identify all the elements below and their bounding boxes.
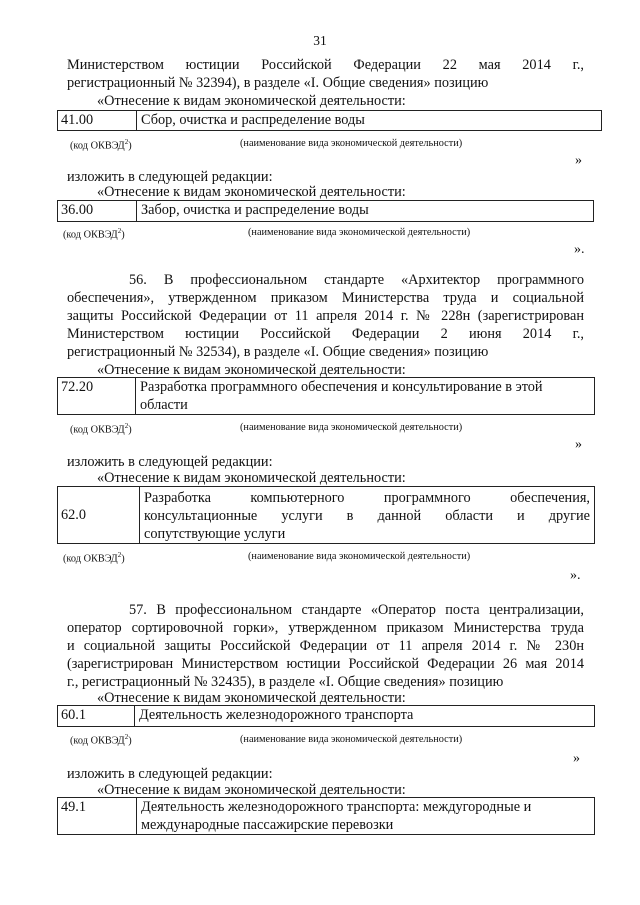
closing-quote: » <box>575 437 582 452</box>
okved-header: «Отнесение к видам экономической деятельности: <box>97 782 406 798</box>
okved-header: «Отнесение к видам экономической деятельности: <box>97 93 406 109</box>
okved-header: «Отнесение к видам экономической деятельности: <box>97 184 406 200</box>
activity-name-caption: (наименование вида экономической деятельности) <box>248 227 471 238</box>
okved-code: 36.00 <box>58 201 137 221</box>
activity-name-caption: (наименование вида экономической деятельности) <box>240 138 463 149</box>
okved-code: 41.00 <box>58 111 137 130</box>
okved-table-new-55 <box>57 200 594 222</box>
okved-activity-name: Сбор, очистка и распределение воды <box>141 112 365 128</box>
okved-code-caption: (код ОКВЭД$^2$) <box>70 422 132 436</box>
item57-line4: (зарегистрирован Министерством юстиции Российской Федерации 26 мая 2014 <box>67 656 584 672</box>
okved-table-new-56 <box>57 486 595 544</box>
restate-label: изложить в следующей редакции: <box>67 454 273 470</box>
item56-line5: регистрационный № 32534), в разделе «I. Общие сведения» позицию <box>67 344 489 360</box>
okved-code: 62.0 <box>58 487 140 543</box>
okved-header: «Отнесение к видам экономической деятельности: <box>97 470 406 486</box>
item56-line1: 56. В профессиональном стандарте «Архитектор программного <box>129 272 584 288</box>
item57-line2: оператор сортировочной горки», утвержденном приказом Министерства труда <box>67 620 584 636</box>
okved-header: «Отнесение к видам экономической деятельности: <box>97 362 406 378</box>
okved-code-caption: (код ОКВЭД$^2$) <box>63 227 125 241</box>
okved-code: 60.1 <box>58 706 135 726</box>
restate-label: изложить в следующей редакции: <box>67 169 273 185</box>
activity-name-caption: (наименование вида экономической деятельности) <box>248 551 471 562</box>
closing-quote: ». <box>574 242 585 257</box>
okved-activity-name: Деятельность железнодорожного транспорта <box>139 707 414 723</box>
closing-quote: » <box>575 153 582 168</box>
item57-line5: г., регистрационный № 32435), в разделе «I. Общие сведения» позицию <box>67 674 504 690</box>
item55-line1: Министерством юстиции Российской Федерации 22 мая 2014 г., <box>67 57 584 73</box>
okved-activity-name: Деятельность железнодорожного транспорта: междугородные и международные пассажирские перевозки <box>141 799 532 834</box>
activity-name-caption: (наименование вида экономической деятельности) <box>240 422 463 433</box>
okved-code: 72.20 <box>58 378 136 414</box>
okved-code-caption: (код ОКВЭД$^2$) <box>70 733 132 747</box>
okved-activity-name: Забор, очистка и распределение воды <box>141 202 369 218</box>
closing-quote: » <box>573 751 580 766</box>
activity-name-caption: (наименование вида экономической деятельности) <box>240 734 463 745</box>
restate-label: изложить в следующей редакции: <box>67 766 273 782</box>
item55-line2: регистрационный № 32394), в разделе «I. Общие сведения» позицию <box>67 75 489 91</box>
okved-table-old-56 <box>57 377 595 415</box>
okved-header: «Отнесение к видам экономической деятельности: <box>97 690 406 706</box>
item56-line2: обеспечения», утвержденном приказом Министерства труда и социальной <box>67 290 584 306</box>
okved-code: 49.1 <box>58 798 137 834</box>
okved-activity-name: Разработка компьютерного программного обеспечения, консультационные услуги в данной области и другие сопутствующие услуги <box>144 490 590 543</box>
okved-code-caption: (код ОКВЭД$^2$) <box>70 138 132 152</box>
okved-table-new-57 <box>57 797 595 835</box>
page-number: 31 <box>313 33 327 48</box>
closing-quote: ». <box>570 568 581 583</box>
item57-line3: и социальной защиты Российской Федерации от 11 апреля 2014 г. № 230н <box>67 638 584 654</box>
okved-table-old-57 <box>57 705 595 727</box>
okved-table-old-55 <box>57 110 602 131</box>
okved-activity-name: Разработка программного обеспечения и консультирование в этой области <box>140 379 543 414</box>
item56-line3: защиты Российской Федерации от 11 апреля 2014 г. № 228н (зарегистрирован <box>67 308 584 324</box>
item57-line1: 57. В профессиональном стандарте «Оператор поста централизации, <box>129 602 584 618</box>
okved-code-caption: (код ОКВЭД$^2$) <box>63 551 125 565</box>
item56-line4: Министерством юстиции Российской Федерации 2 июня 2014 г., <box>67 326 584 342</box>
